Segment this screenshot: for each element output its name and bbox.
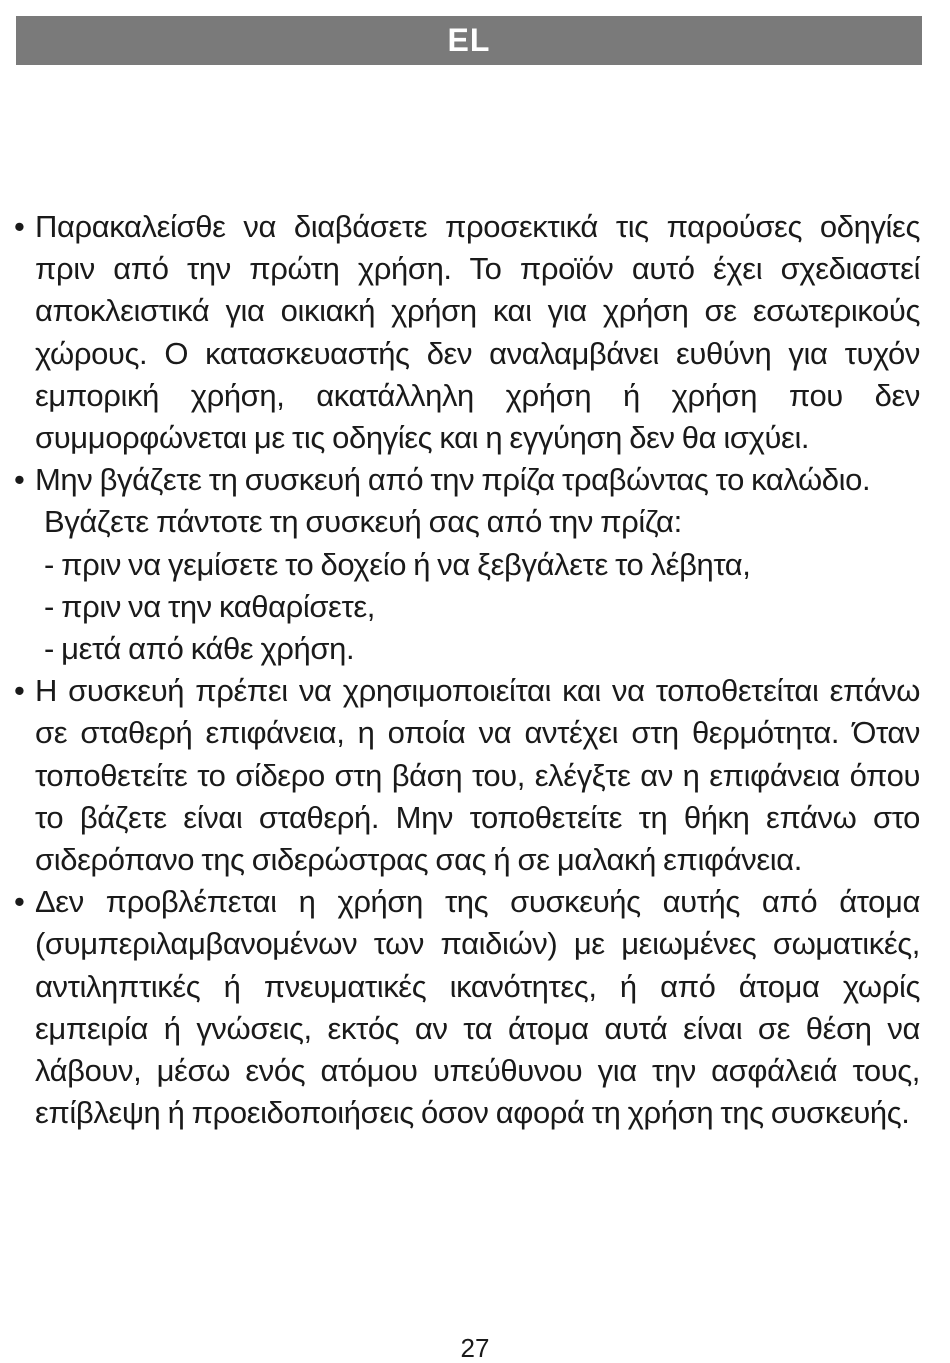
language-code: EL (447, 22, 491, 58)
instructions-content (14, 206, 920, 1134)
bullet-text: Παρακαλείσθε να διαβάσετε προσεκτικά τις παρούσες οδηγίες πριν από την πρώτη χρήση. Το προϊόν αυτό έχει σχεδιαστεί αποκλειστικά για οικιακή χρήση και για χρήση σε εσωτερικούς χώρους. Ο κατασκευαστής δεν αναλαμβάνει ευθύνη για τυχόν εμπορική χρήση, ακατάλληλη χρήση ή χρήση που δεν συμμορφώνεται με τις οδηγίες και η εγγύηση δεν θα ισχύει. (35, 209, 920, 456)
language-header-bar (16, 16, 922, 65)
bullet-dot-icon: • (14, 884, 25, 920)
bullet-item (14, 670, 920, 881)
sub-line: - μετά από κάθε χρήση. (44, 631, 355, 667)
bullet-dot-icon: • (14, 462, 25, 498)
bullet-text: Δεν προβλέπεται η χρήση της συσκευής αυτής από άτομα (συμπεριλαμβανομένων των παιδιών) με μειωμένες σωματικές, αντιληπτικές ή πνευματικές ικανότητες, ή από άτομα χωρίς εμπειρία ή γνώσεις, εκτός αν τα άτομα αυτά είναι σε θέση να λάβουν, μέσω ενός ατόμου υπεύθυνου για την ασφάλειά τους, επίβλεψη ή προειδοποιήσεις όσον αφορά τη χρήση της συσκευής. (35, 884, 920, 1131)
bullet-item (14, 881, 920, 1134)
bullet-item (14, 206, 920, 459)
bullet-text: Η συσκευή πρέπει να χρησιμοποιείται και να τοποθετείται επάνω σε σταθερή επιφάνεια, η οποία να αντέχει στη θερμότητα. Όταν τοποθετείτε το σίδερο στη βάση του, ελέγξτε αν η επιφάνεια όπου το βάζετε είναι σταθερή. Μην τοποθετείτε τη θήκη επάνω στο σιδερόπανο της σιδερώστρας σας ή σε μαλακή επιφάνεια. (35, 673, 920, 878)
sub-line: - πριν να την καθαρίσετε, (44, 588, 375, 624)
page-number: 27 (460, 1333, 490, 1363)
bullet-text: Μην βγάζετε τη συσκευή από την πρίζα τραβώντας το καλώδιο. (35, 462, 871, 498)
bullet-item (14, 459, 920, 501)
sub-line: - πριν να γεμίσετε το δοχείο ή να ξεβγάλετε το λέβητα, (44, 546, 751, 582)
bullet-dot-icon: • (14, 209, 25, 244)
bullet-dot-icon: • (14, 673, 25, 709)
sub-line: Βγάζετε πάντοτε τη συσκευή σας από την πρίζα: (44, 504, 682, 540)
